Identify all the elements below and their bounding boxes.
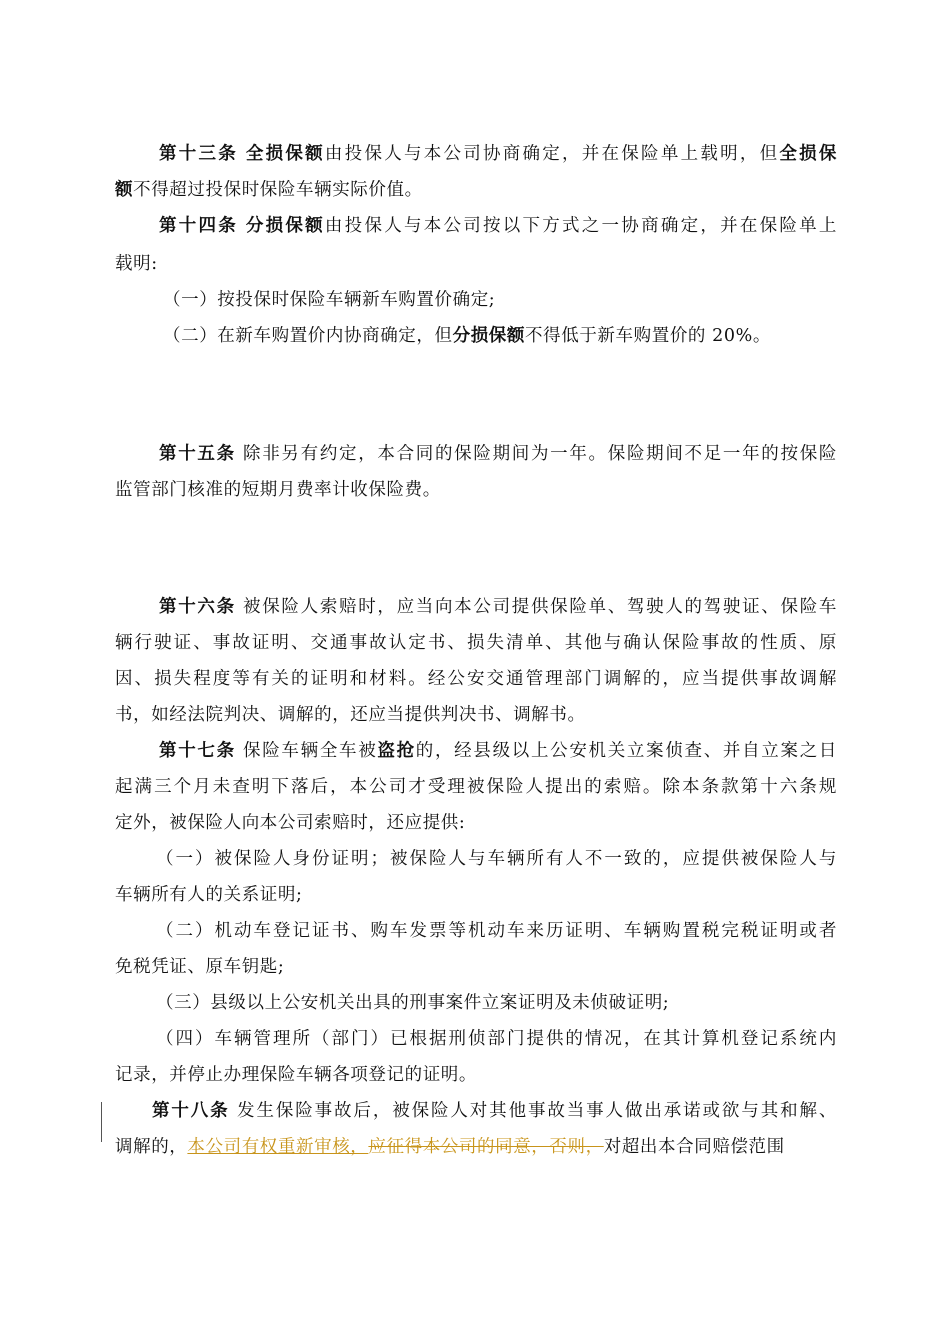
body-text: 载明: [115, 254, 158, 274]
article-17-line-1 [159, 739, 837, 763]
defined-term: 分损保额 [452, 326, 526, 346]
article-15-line-2 [115, 478, 837, 502]
body-text: 保险车辆全车被 [235, 741, 378, 761]
tracked-insertion: 本公司有权重新审核， [187, 1137, 369, 1157]
article-label: 第十六条 [159, 597, 236, 617]
tracked-deletion: 应征得本公司的同意，否则， [368, 1137, 604, 1157]
article-label: 第十七条 [159, 741, 236, 761]
article-17-item-1-line-2: 车辆所有人的关系证明; [115, 885, 303, 905]
article-13-line-1 [159, 142, 837, 166]
body-text: 由投保人与本公司协商确定，并在保险单上载明，但 [324, 144, 780, 164]
article-17-item-2-line-2: 免税凭证、原车钥匙; [115, 957, 285, 977]
body-text: 监管部门核准的短期月费率计收保险费。 [115, 480, 441, 500]
body-text: 对超出本合同赔偿范围 [603, 1137, 785, 1157]
body-text: （一）按投保时保险车辆新车购置价确定; [163, 290, 496, 310]
article-17-item-4-line-2: 记录，并停止办理保险车辆各项登记的证明。 [115, 1065, 477, 1085]
body-text: 除非另有约定，本合同的保险期间为一年。保险期间不足一年的按保险 [235, 444, 837, 464]
body-text: 调解的， [115, 1137, 188, 1157]
article-13-line-2 [115, 178, 837, 202]
body-text: （二）在新车购置价内协商确定，但 [163, 326, 453, 346]
article-18-line-1 [152, 1099, 837, 1123]
body-text: 不得超过投保时保险车辆实际价值。 [133, 180, 423, 200]
article-label: 第十四条 [159, 216, 239, 236]
article-17-item-2-line-1: （二）机动车登记证书、购车发票等机动车来历证明、车辆购置税完税证明或者 [156, 921, 837, 941]
article-label: 第十五条 [159, 444, 236, 464]
body-text: 发生保险事故后，被保险人对其他事故当事人做出承诺或欲与其和解、 [229, 1101, 838, 1121]
article-14-item-1 [163, 288, 837, 312]
article-14-line-1 [159, 214, 837, 238]
defined-term: 额 [115, 180, 134, 200]
defined-term: 全损保额 [245, 144, 325, 164]
article-18-line-2 [115, 1135, 837, 1159]
article-17-item-1-line-1: （一）被保险人身份证明；被保险人与车辆所有人不一致的，应提供被保险人与 [156, 849, 837, 869]
body-text: 的，经县级以上公安机关立案侦查、并自立案之日 [415, 741, 837, 761]
body-text: 由投保人与本公司按以下方式之一协商确定，并在保险单上 [324, 216, 837, 236]
article-15-line-1 [159, 442, 837, 466]
article-17-item-3-line-1: （三）县级以上公安机关出具的刑事案件立案证明及未侦破证明; [156, 993, 670, 1013]
article-17-item-4-line-1: （四）车辆管理所（部门）已根据刑侦部门提供的情况，在其计算机登记系统内 [156, 1029, 837, 1049]
defined-term: 盗抢 [377, 741, 416, 761]
body-text: 被保险人索赔时，应当向本公司提供保险单、驾驶人的驾驶证、保险车 [235, 597, 837, 617]
article-16-line-3: 因、损失程度等有关的证明和材料。经公安交通管理部门调解的，应当提供事故调解 [115, 669, 837, 689]
defined-term: 全损保 [779, 144, 837, 164]
article-17-line-2: 起满三个月未查明下落后，本公司才受理被保险人提出的索赔。除本条款第十六条规 [115, 777, 837, 797]
article-17-line-3: 定外，被保险人向本公司索赔时，还应提供: [115, 813, 466, 833]
revision-change-bar [101, 1102, 102, 1142]
article-14-item-2 [163, 324, 837, 348]
body-text: 不得低于新车购置价的 20%。 [525, 326, 771, 346]
article-16-line-4: 书，如经法院判决、调解的，还应当提供判决书、调解书。 [115, 705, 586, 725]
defined-term: 分损保额 [245, 216, 325, 236]
article-label: 第十三条 [159, 144, 239, 164]
article-16-line-1 [159, 595, 837, 619]
article-16-line-2: 辆行驶证、事故证明、交通事故认定书、损失清单、其他与确认保险事故的性质、原 [115, 633, 837, 653]
article-label: 第十八条 [152, 1101, 230, 1121]
article-14-line-2 [115, 252, 837, 276]
